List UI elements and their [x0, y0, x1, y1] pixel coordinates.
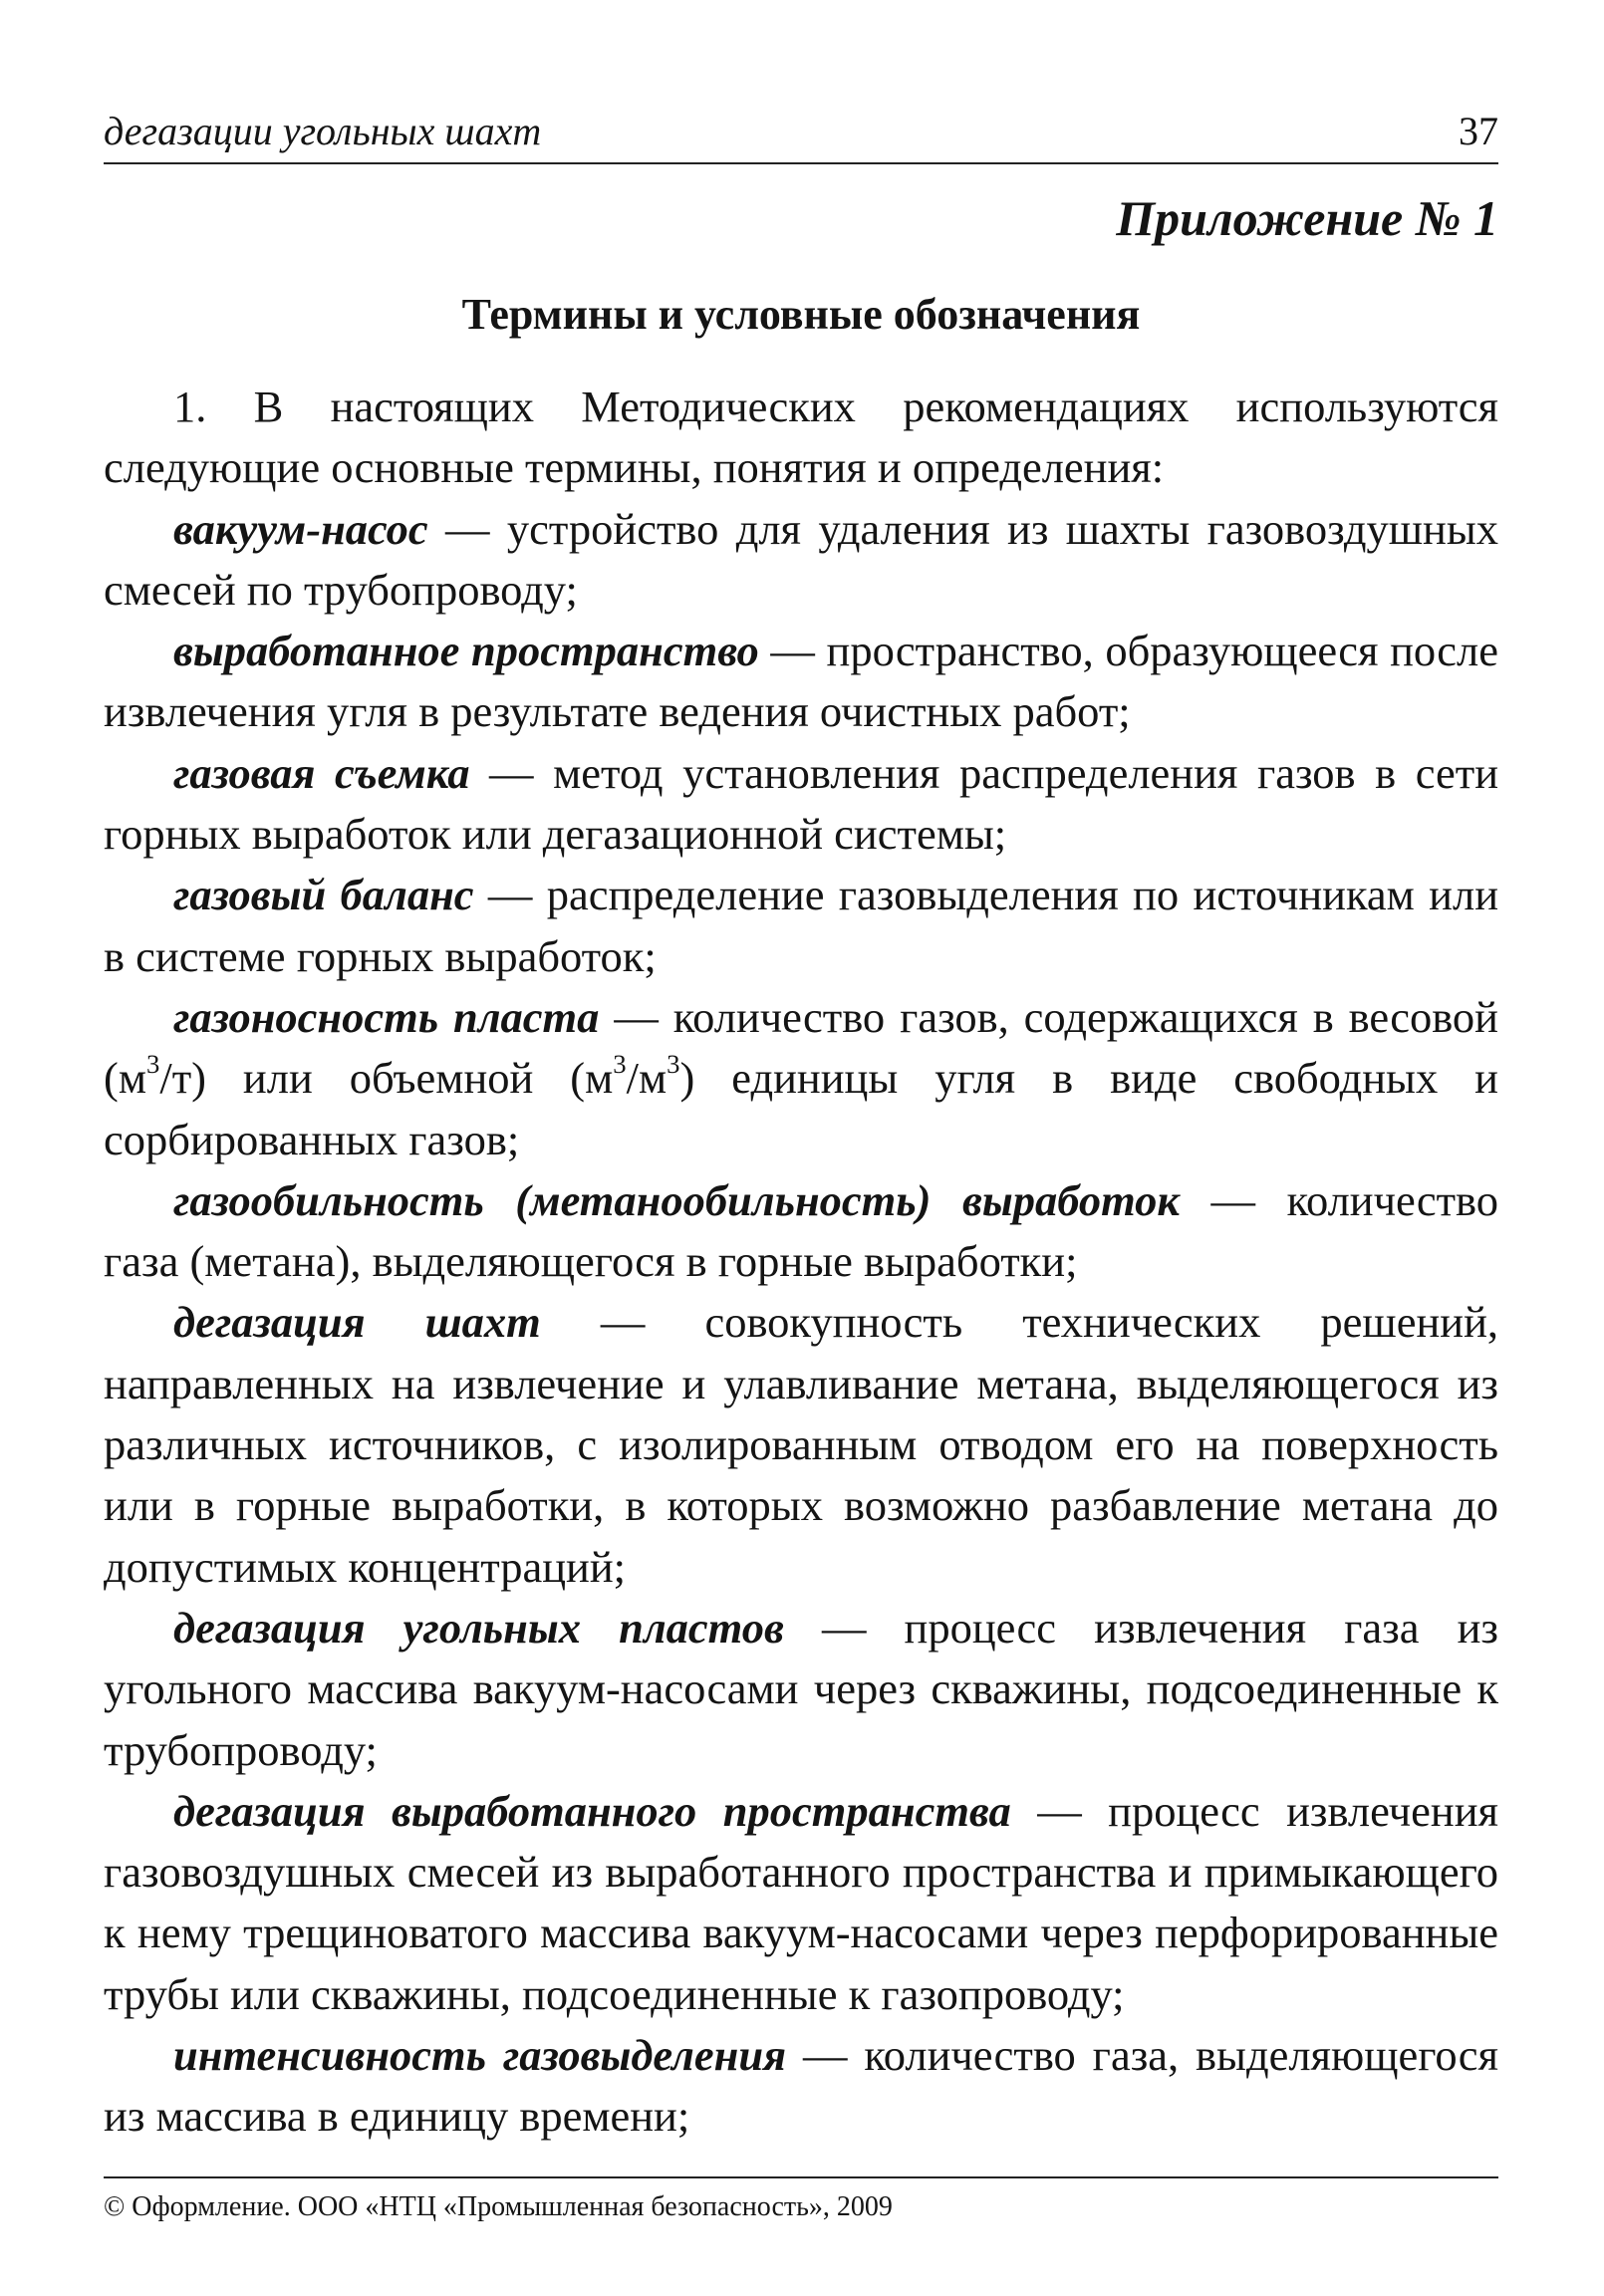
- term-entry: [104, 1292, 1498, 1597]
- term-entry: [104, 2025, 1498, 2148]
- term-definition: пространство, образующееся после извлечения угля в результате ведения очистных работ;: [104, 626, 1499, 737]
- dash: —: [802, 2030, 848, 2081]
- term: газовый баланс: [173, 870, 474, 920]
- dash: —: [821, 1602, 867, 1653]
- dash: —: [1037, 1785, 1082, 1836]
- dash: —: [1210, 1174, 1256, 1225]
- term: газообильность (метанообильность) выработок: [173, 1174, 1180, 1225]
- dash: —: [489, 747, 534, 798]
- running-title: дегазации угольных шахт: [104, 109, 542, 153]
- term-entry: [104, 621, 1498, 743]
- term-definition: совокупность технических решений, направленных на извлечение и улавливание метана, выделяющегося из различных источников, с изолированным отводом его на поверхность или в горные выработки, в которых возможно разбавление метана до допустимых концентраций;: [104, 1297, 1499, 1592]
- term-entry: [104, 1170, 1498, 1293]
- term: дегазация угольных пластов: [173, 1602, 784, 1653]
- section-title: Термины и условные обозначения: [461, 290, 1141, 339]
- header-rule: [104, 162, 1498, 164]
- term-definition: устройство для удаления из шахты газовоздушных смесей по трубопроводу;: [104, 503, 1499, 615]
- copyright-footer: © Оформление. ООО «НТЦ «Промышленная безопасность», 2009: [104, 2191, 893, 2222]
- dash: —: [770, 626, 815, 676]
- term: выработанное пространство: [173, 626, 759, 676]
- term: газовая съемка: [173, 747, 470, 798]
- term-definition: распределение газовыделения по источникам или в системе горных выработок;: [104, 870, 1499, 981]
- term: газоносность пласта: [173, 991, 600, 1042]
- term-definition: количество газа, выделяющегося из массива в единицу времени;: [104, 2030, 1499, 2142]
- term-entry: [104, 987, 1498, 1170]
- term-entry: [104, 865, 1498, 987]
- term-entry: [104, 499, 1498, 622]
- term: вакуум-насос: [173, 503, 428, 554]
- dash: —: [600, 1297, 646, 1348]
- dash: —: [445, 503, 490, 554]
- term-entry: [104, 1598, 1498, 1781]
- term-entry: [104, 1781, 1498, 2025]
- intro-paragraph: 1. В настоящих Методических рекомендациях используются следующие основные термины, понятия и определения:: [104, 382, 1498, 493]
- term-definition: процесс извлечения газа из угольного массива вакуум-насосами через скважины, подсоединенные к трубопроводу;: [104, 1602, 1498, 1775]
- page-number: 37: [1459, 109, 1498, 153]
- dash: —: [614, 991, 659, 1042]
- running-header: [104, 109, 1498, 153]
- term: дегазация шахт: [173, 1297, 541, 1348]
- term-definition: количество газов, содержащихся в весовой $(м^3/т)$ или объемной $(м^3/м^3)$ единицы угля в виде свободных и сорбированных газов;: [104, 991, 1499, 1164]
- term-definition: количество газа (метана), выделяющегося в горные выработки;: [104, 1174, 1499, 1287]
- footer-rule: [104, 2176, 1498, 2178]
- term-entry: [104, 743, 1498, 866]
- term: интенсивность газовыделения: [173, 2030, 787, 2081]
- term-definition: процесс извлечения газовоздушных смесей из выработанного пространства и примыкающего к нему трещиноватого массива вакуум-насосами через перфорированные трубы или скважины, подсоединенные к газопроводу;: [104, 1785, 1499, 2019]
- body-text: [104, 377, 1498, 2148]
- term-definition: метод установления распределения газов в сети горных выработок или дегазационной системы;: [104, 747, 1499, 860]
- appendix-label: Приложение № 1: [1116, 190, 1498, 246]
- term: дегазация выработанного пространства: [173, 1785, 1011, 1836]
- dash: —: [487, 870, 533, 920]
